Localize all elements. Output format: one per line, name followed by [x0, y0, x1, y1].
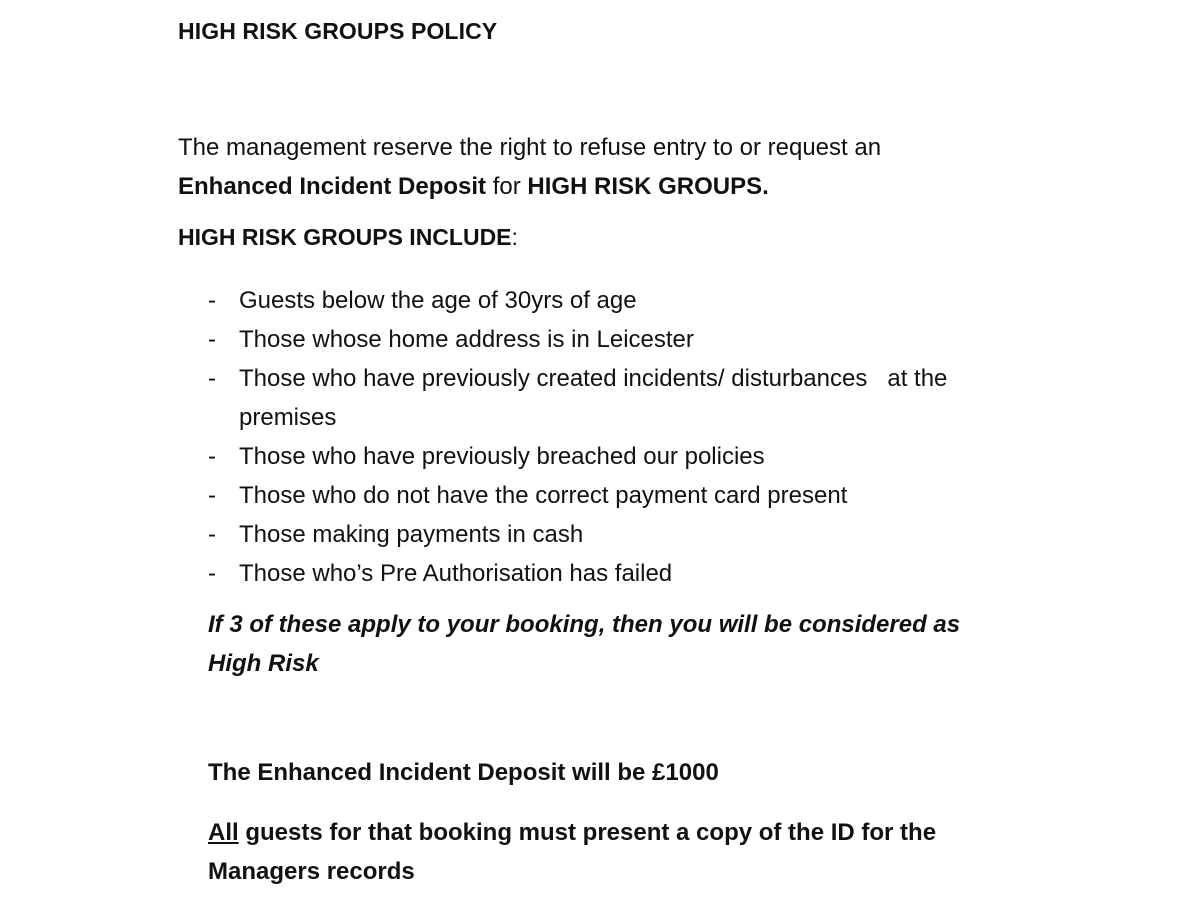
dash-bullet: - [208, 287, 216, 314]
list-item-text: Those who’s Pre Authorisation has failed [239, 560, 673, 587]
list-item-text: Those who have previously created incidents/ disturbances at the premises [239, 365, 955, 431]
dash-bullet: - [208, 365, 216, 392]
dash-bullet: - [208, 482, 216, 509]
list-item-text: Those who have previously breached our policies [239, 443, 765, 470]
groups-include-heading-colon: : [511, 224, 518, 250]
high-risk-groups-list [208, 281, 968, 593]
document-title: HIGH RISK GROUPS POLICY [178, 18, 498, 44]
list-item [208, 476, 968, 515]
list-item [208, 281, 968, 320]
list-item-text: Guests below the age of 30yrs of age [239, 287, 637, 314]
enhanced-deposit-term: Enhanced Incident Deposit [178, 173, 487, 200]
groups-include-heading-label: HIGH RISK GROUPS INCLUDE [178, 224, 512, 250]
id-note-emphasis: All [208, 819, 239, 846]
dash-bullet: - [208, 326, 216, 353]
deposit-amount-note: The Enhanced Incident Deposit will be £1000 [208, 759, 719, 786]
id-note-text: guests for that booking must present a copy of the ID for the Managers records [208, 819, 937, 885]
high-risk-threshold-note: If 3 of these apply to your booking, then you will be considered as High Risk [208, 611, 961, 677]
list-item-text: Those making payments in cash [239, 521, 584, 548]
dash-bullet: - [208, 443, 216, 470]
intro-text-2: for [486, 173, 528, 200]
high-risk-groups-term: HIGH RISK GROUPS. [527, 173, 769, 200]
list-item [208, 359, 968, 437]
intro-paragraph [178, 128, 978, 206]
intro-text-1: The management reserve the right to refuse entry to or request an [178, 134, 882, 161]
groups-include-heading [178, 224, 518, 251]
list-item [208, 320, 968, 359]
list-item [208, 515, 968, 554]
list-item [208, 437, 968, 476]
id-requirement-note [208, 813, 968, 891]
list-item-text: Those who do not have the correct payment card present [239, 482, 848, 509]
dash-bullet: - [208, 521, 216, 548]
list-item-text: Those whose home address is in Leicester [239, 326, 694, 353]
list-item [208, 554, 968, 593]
dash-bullet: - [208, 560, 216, 587]
